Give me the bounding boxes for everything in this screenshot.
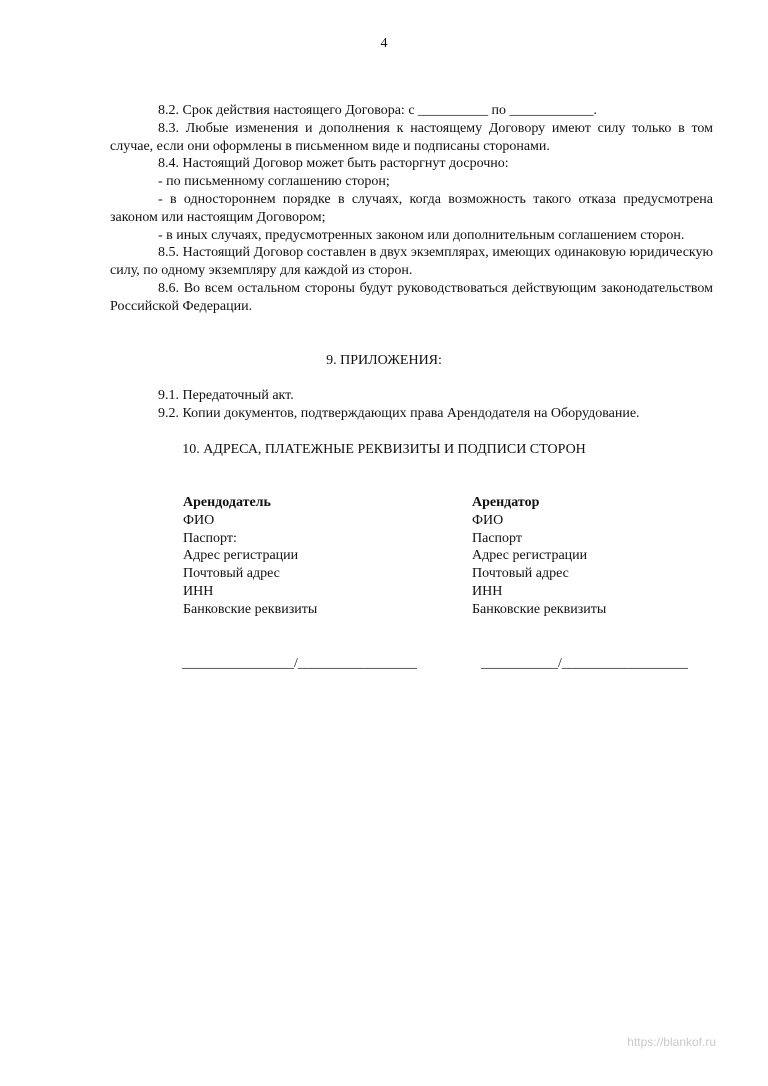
landlord-signature-line: ________________/_________________ (182, 656, 417, 671)
section-8-terms (110, 102, 713, 316)
landlord-fio: ФИО (183, 512, 215, 528)
landlord-registration-address: Адрес регистрации (183, 548, 299, 564)
section-9-appendices (110, 387, 713, 423)
tenant-details (472, 494, 606, 619)
tenant-fio: ФИО (472, 512, 504, 528)
clause-8-3: 8.3. Любые изменения и дополнения к настоящему Договору имеют силу только в том случае, если они оформлены в письменном виде и подписаны сторонами. (110, 120, 713, 154)
clause-8-6: 8.6. Во всем остальном стороны будут руководствоваться действующим законодательством Российской Федерации. (110, 280, 713, 314)
appendix-9-1: 9.1. Передаточный акт. (158, 388, 294, 403)
appendix-9-2: 9.2. Копии документов, подтверждающих права Арендодателя на Оборудование. (158, 405, 640, 421)
clause-8-4-item-3: - в иных случаях, предусмотренных законом или дополнительным соглашением сторон. (158, 227, 685, 243)
tenant-registration-address: Адрес регистрации (472, 548, 588, 564)
tenant-signature-line: ___________/__________________ (481, 656, 688, 671)
tenant-passport: Паспорт (472, 530, 522, 546)
landlord-postal-address: Почтовый адрес (183, 566, 280, 582)
clause-8-2: 8.2. Срок действия настоящего Договора: с __________ по ____________. (158, 103, 598, 118)
landlord-bank-details: Банковские реквизиты (183, 601, 318, 617)
landlord-title: Арендодатель (183, 495, 271, 510)
section-10-heading: 10. АДРЕСА, ПЛАТЕЖНЫЕ РЕКВИЗИТЫ И ПОДПИСИ СТОРОН (182, 442, 586, 457)
landlord-passport: Паспорт: (183, 530, 237, 546)
section-9-heading: 9. ПРИЛОЖЕНИЯ: (326, 353, 442, 368)
tenant-title: Арендатор (472, 495, 540, 510)
page-number: 4 (380, 36, 388, 51)
tenant-inn: ИНН (472, 583, 503, 599)
clause-8-4-item-2: - в одностороннем порядке в случаях, когда возможность такого отказа предусмотрена законом или настоящим Договором; (110, 191, 713, 225)
tenant-bank-details: Банковские реквизиты (472, 601, 607, 617)
landlord-details (183, 494, 317, 619)
landlord-inn: ИНН (183, 583, 214, 599)
clause-8-5: 8.5. Настоящий Договор составлен в двух экземплярах, имеющих одинаковую юридическую силу, по одному экземпляру для каждой из сторон. (110, 245, 713, 279)
clause-8-4-item-1: - по письменному соглашению сторон; (158, 174, 390, 190)
watermark: https://blankof.ru (627, 1035, 716, 1049)
tenant-postal-address: Почтовый адрес (472, 566, 569, 582)
clause-8-4: 8.4. Настоящий Договор может быть расторгнут досрочно: (158, 156, 509, 172)
